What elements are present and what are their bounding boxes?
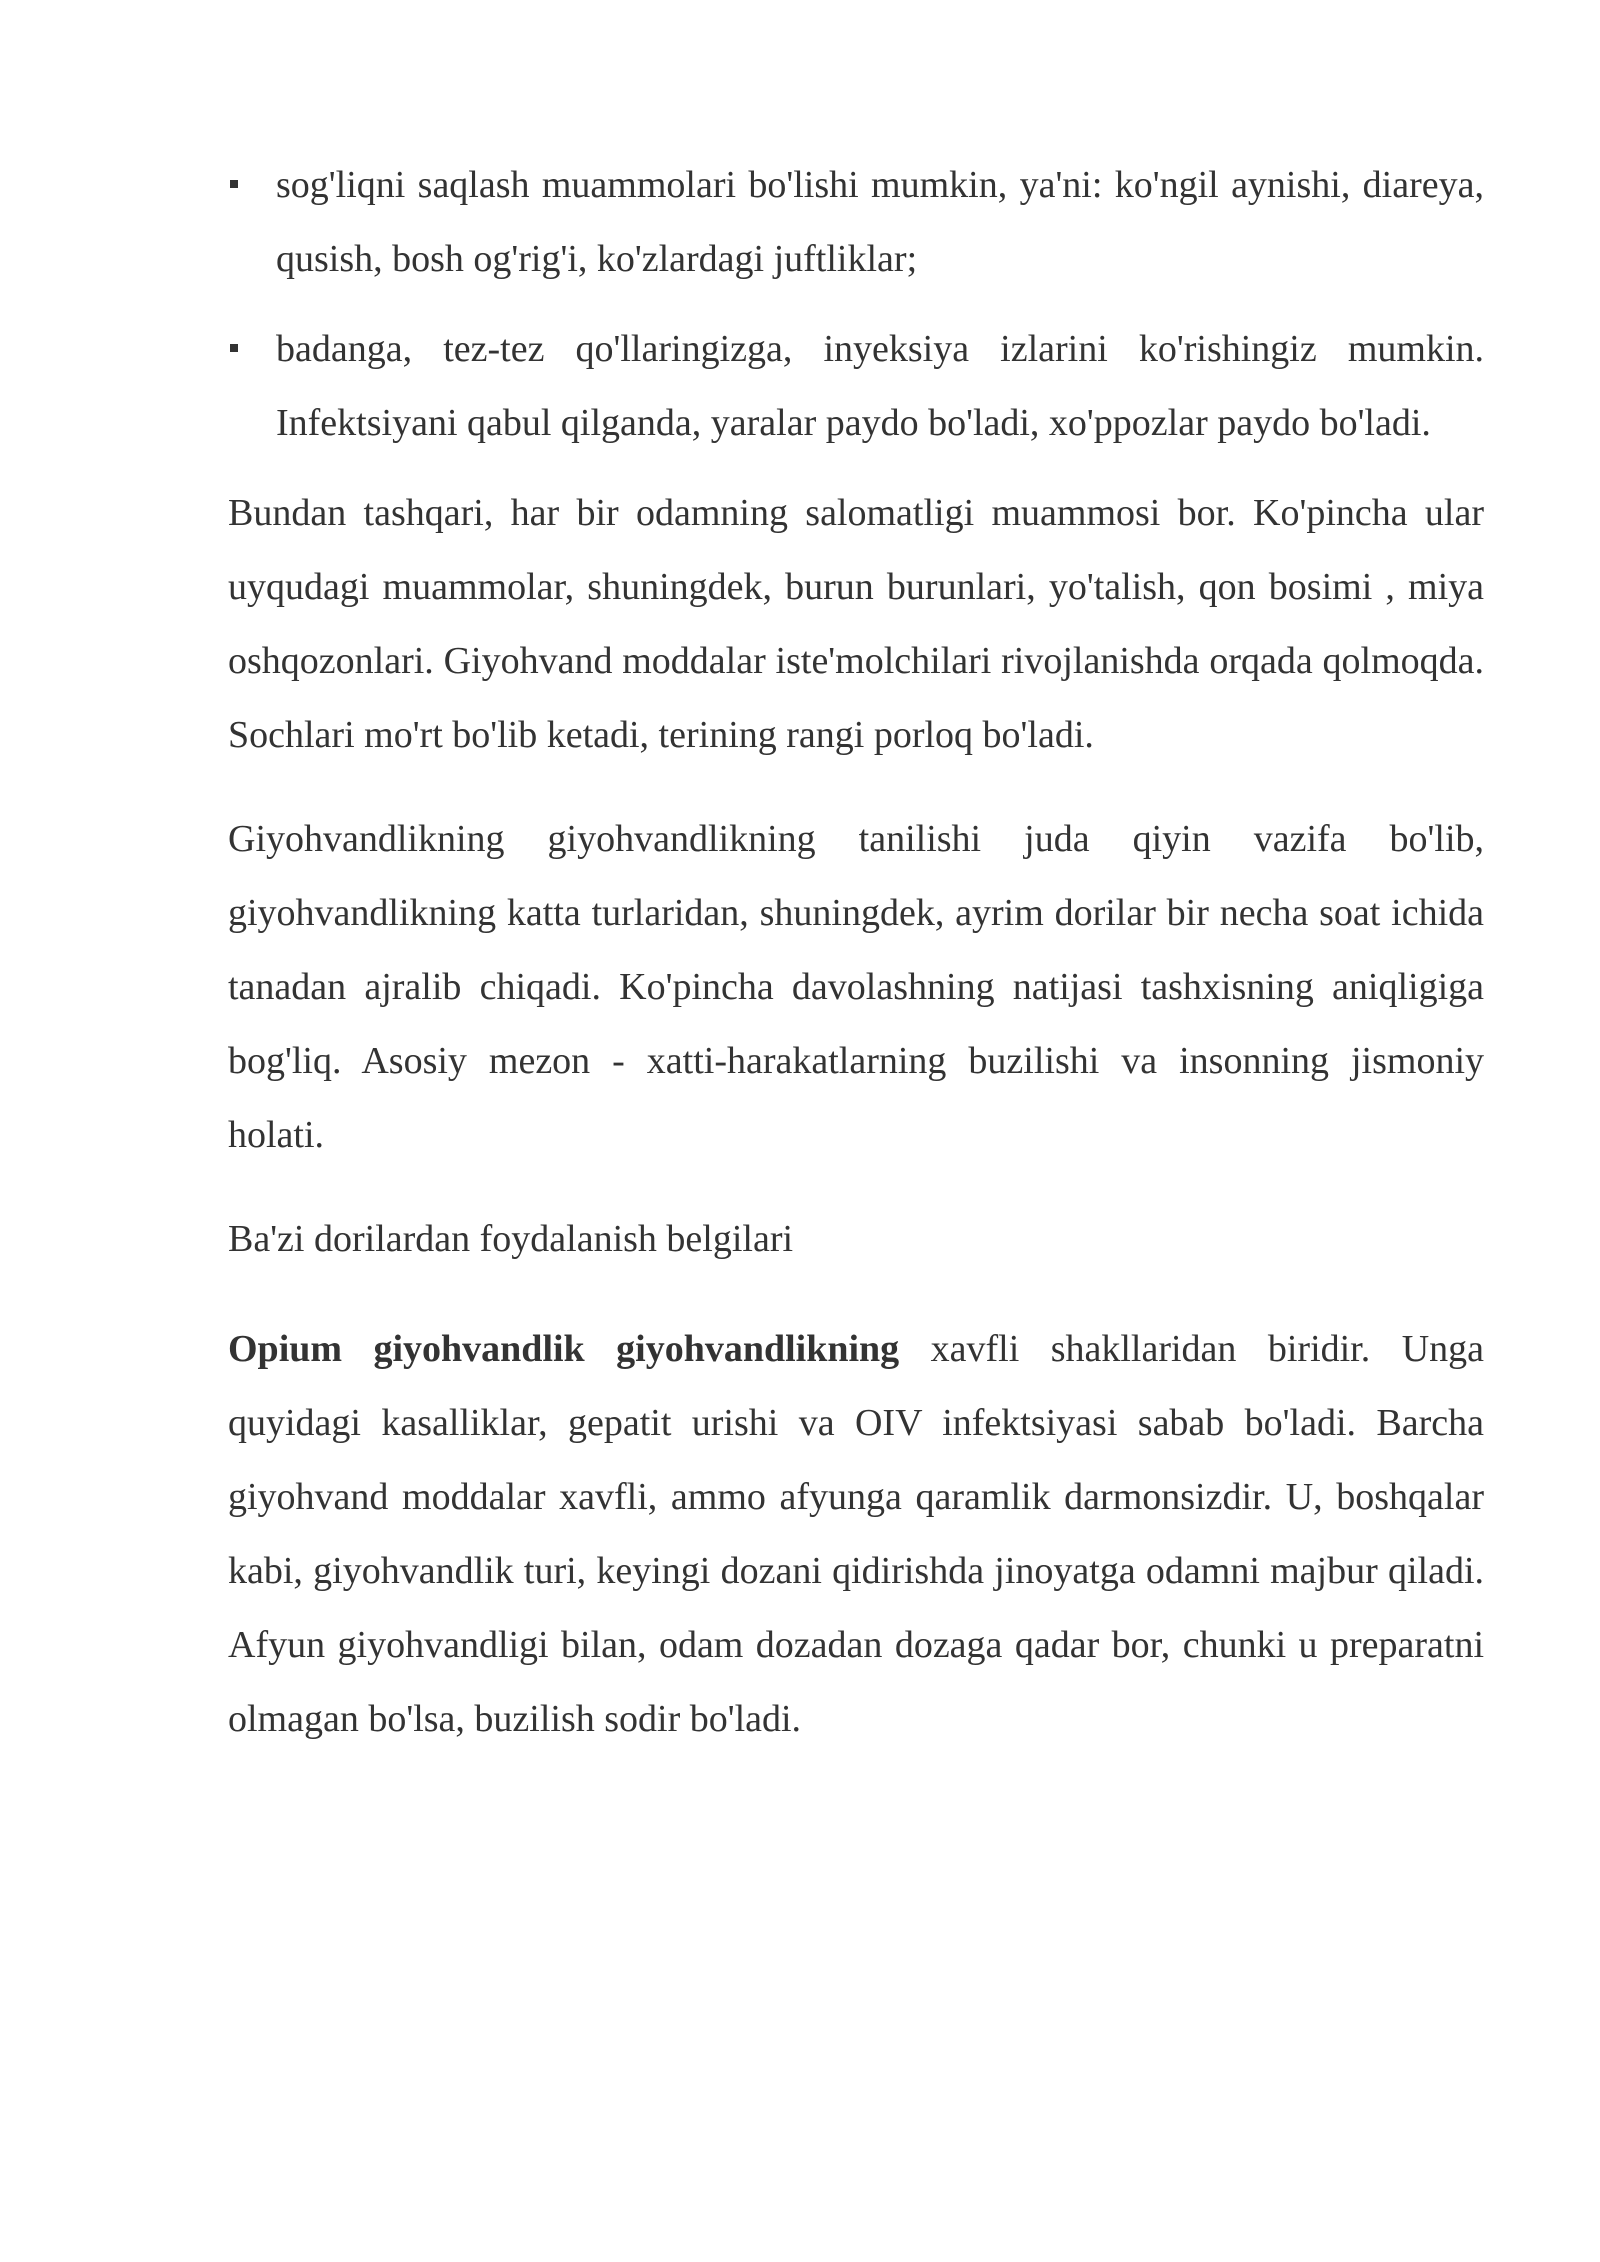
square-bullet-icon bbox=[230, 344, 238, 352]
section-heading: Ba'zi dorilardan foydalanish belgilari bbox=[228, 1218, 794, 1260]
paragraph-opium bbox=[228, 1312, 1484, 1756]
paragraph-opium-text: xavfli shakllaridan biridir. Unga quyidagi kasalliklar, gepatit urishi va OIV infektsiyasi sabab bo'ladi. Barcha giyohvand moddalar xavfli, ammo afyunga qaramlik darmonsizdir. U, boshqalar kabi, giyohvandlik turi, keyingi dozani qidirishda jinoyatga odamni majbur qiladi. Afyun giyohvandligi bilan, odam dozadan dozaga qadar bor, chunki u preparatni olmagan bo'lsa, buzilish sodir bo'ladi. bbox=[228, 1328, 1484, 1740]
list-item bbox=[228, 148, 1484, 296]
square-bullet-icon bbox=[230, 180, 238, 188]
list-item-text: sog'liqni saqlash muammolari bo'lishi mumkin, ya'ni: ko'ngil aynishi, diareya, qusish, bosh og'rig'i, ko'zlardagi juftliklar; bbox=[276, 164, 1484, 280]
symptom-list bbox=[228, 148, 1484, 460]
list-item-text: badanga, tez-tez qo'llaringizga, inyeksiya izlarini ko'rishingiz mumkin. Infektsiyani qabul qilganda, yaralar paydo bo'ladi, xo'ppozlar paydo bo'ladi. bbox=[276, 328, 1484, 444]
bold-term: Opium giyohvandlik giyohvandlikning bbox=[228, 1328, 900, 1370]
document-page bbox=[228, 148, 1484, 1756]
list-item bbox=[228, 312, 1484, 460]
paragraph-diagnosis: Giyohvandlikning giyohvandlikning tanilishi juda qiyin vazifa bo'lib, giyohvandlikning katta turlaridan, shuningdek, ayrim dorilar bir necha soat ichida tanadan ajralib chiqadi. Ko'pincha davolashning natijasi tashxisning aniqligiga bog'liq. Asosiy mezon - xatti-harakatlarning buzilishi va insonning jismoniy holati. bbox=[228, 818, 1484, 1156]
paragraph-health-problems: Bundan tashqari, har bir odamning salomatligi muammosi bor. Ko'pincha ular uyqudagi muammolar, shuningdek, burun burunlari, yo'talish, qon bosimi , miya oshqozonlari. Giyohvand moddalar iste'molchilari rivojlanishda orqada qolmoqda. Sochlari mo'rt bo'lib ketadi, terining rangi porloq bo'ladi. bbox=[228, 492, 1484, 756]
